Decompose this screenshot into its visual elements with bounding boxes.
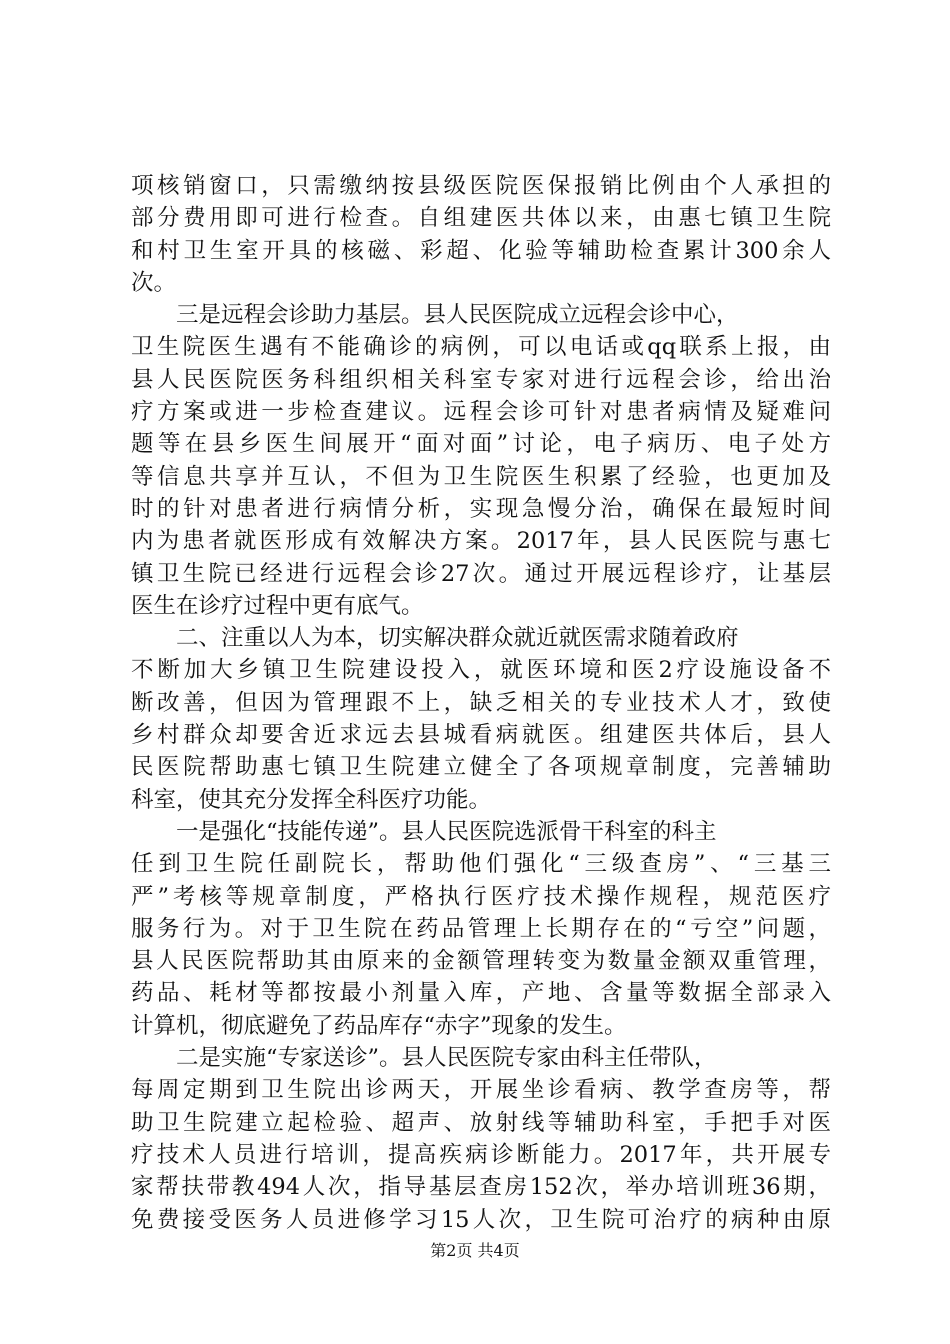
text-line: 题等在县乡医生间展开“面对面”讨论，电子病历、电子处方	[131, 431, 831, 458]
text-line: 任到卫生院任副院长，帮助他们强化“三级查房”、“三基三	[131, 851, 831, 878]
text-line: 镇卫生院已经进行远程会诊27次。通过开展远程诊疗，让基层	[131, 560, 831, 587]
text-line: 乡村群众却要舍近求远去县城看病就医。组建医共体后，县人	[131, 722, 831, 749]
paragraph-start-line: 三是远程会诊助力基层。县人民医院成立远程会诊中心，	[176, 302, 739, 329]
text-line: 医生在诊疗过程中更有底气。	[131, 592, 424, 619]
text-line: 疗方案或进一步检查建议。远程会诊可针对患者病情及疑难问	[131, 399, 831, 426]
paragraph-start-line: 二、注重以人为本，切实解决群众就近就医需求随着政府	[176, 625, 739, 652]
text-line: 县人民医院医务科组织相关科室专家对进行远程会诊，给出治	[131, 366, 831, 393]
text-line: 等信息共享并互认，不但为卫生院医生积累了经验，也更加及	[131, 463, 831, 490]
text-line: 助卫生院建立起检验、超声、放射线等辅助科室，手把手对医	[131, 1109, 831, 1136]
text-line: 卫生院医生遇有不能确诊的病例，可以电话或qq联系上报，由	[131, 334, 831, 361]
text-line: 严”考核等规章制度，严格执行医疗技术操作规程，规范医疗	[131, 883, 831, 910]
text-line: 科室，使其充分发挥全科医疗功能。	[131, 786, 492, 813]
text-line: 计算机，彻底避免了药品库存“赤字”现象的发生。	[131, 1012, 627, 1039]
text-line: 时的针对患者进行病情分析，实现急慢分治，确保在最短时间	[131, 495, 831, 522]
document-body	[131, 170, 831, 1236]
paragraph-start-line: 一是强化“技能传递”。县人民医院选派骨干科室的科主	[176, 818, 717, 845]
paragraph-start-line: 二是实施“专家送诊”。县人民医院专家由科主任带队，	[176, 1045, 717, 1072]
text-line: 断改善，但因为管理跟不上，缺乏相关的专业技术人才，致使	[131, 689, 831, 716]
text-line: 内为患者就医形成有效解决方案。2017年，县人民医院与惠七	[131, 528, 831, 555]
text-line: 家帮扶带教494人次，指导基层查房152次，举办培训班36期，	[131, 1174, 831, 1201]
text-line: 县人民医院帮助其由原来的金额管理转变为数量金额双重管理，	[131, 948, 831, 975]
text-line: 服务行为。对于卫生院在药品管理上长期存在的“亏空”问题，	[131, 915, 831, 942]
text-line: 和村卫生室开具的核磁、彩超、化验等辅助检查累计300余人	[131, 237, 831, 264]
text-line: 每周定期到卫生院出诊两天，开展坐诊看病、教学查房等，帮	[131, 1077, 831, 1104]
text-line: 药品、耗材等都按最小剂量入库，产地、含量等数据全部录入	[131, 980, 831, 1007]
text-line: 次。	[131, 269, 177, 296]
text-line: 不断加大乡镇卫生院建设投入，就医环境和医2疗设施设备不	[131, 657, 831, 684]
text-line: 民医院帮助惠七镇卫生院建立健全了各项规章制度，完善辅助	[131, 754, 831, 781]
text-line: 免费接受医务人员进修学习15人次，卫生院可治疗的病种由原	[131, 1206, 831, 1233]
text-line: 部分费用即可进行检查。自组建医共体以来，由惠七镇卫生院	[131, 205, 831, 232]
page-number-footer: 第2页 共4页	[430, 1241, 520, 1260]
text-line: 项核销窗口，只需缴纳按县级医院医保报销比例由个人承担的	[131, 173, 831, 199]
text-line: 疗技术人员进行培训，提高疾病诊断能力。2017年，共开展专	[131, 1141, 831, 1168]
